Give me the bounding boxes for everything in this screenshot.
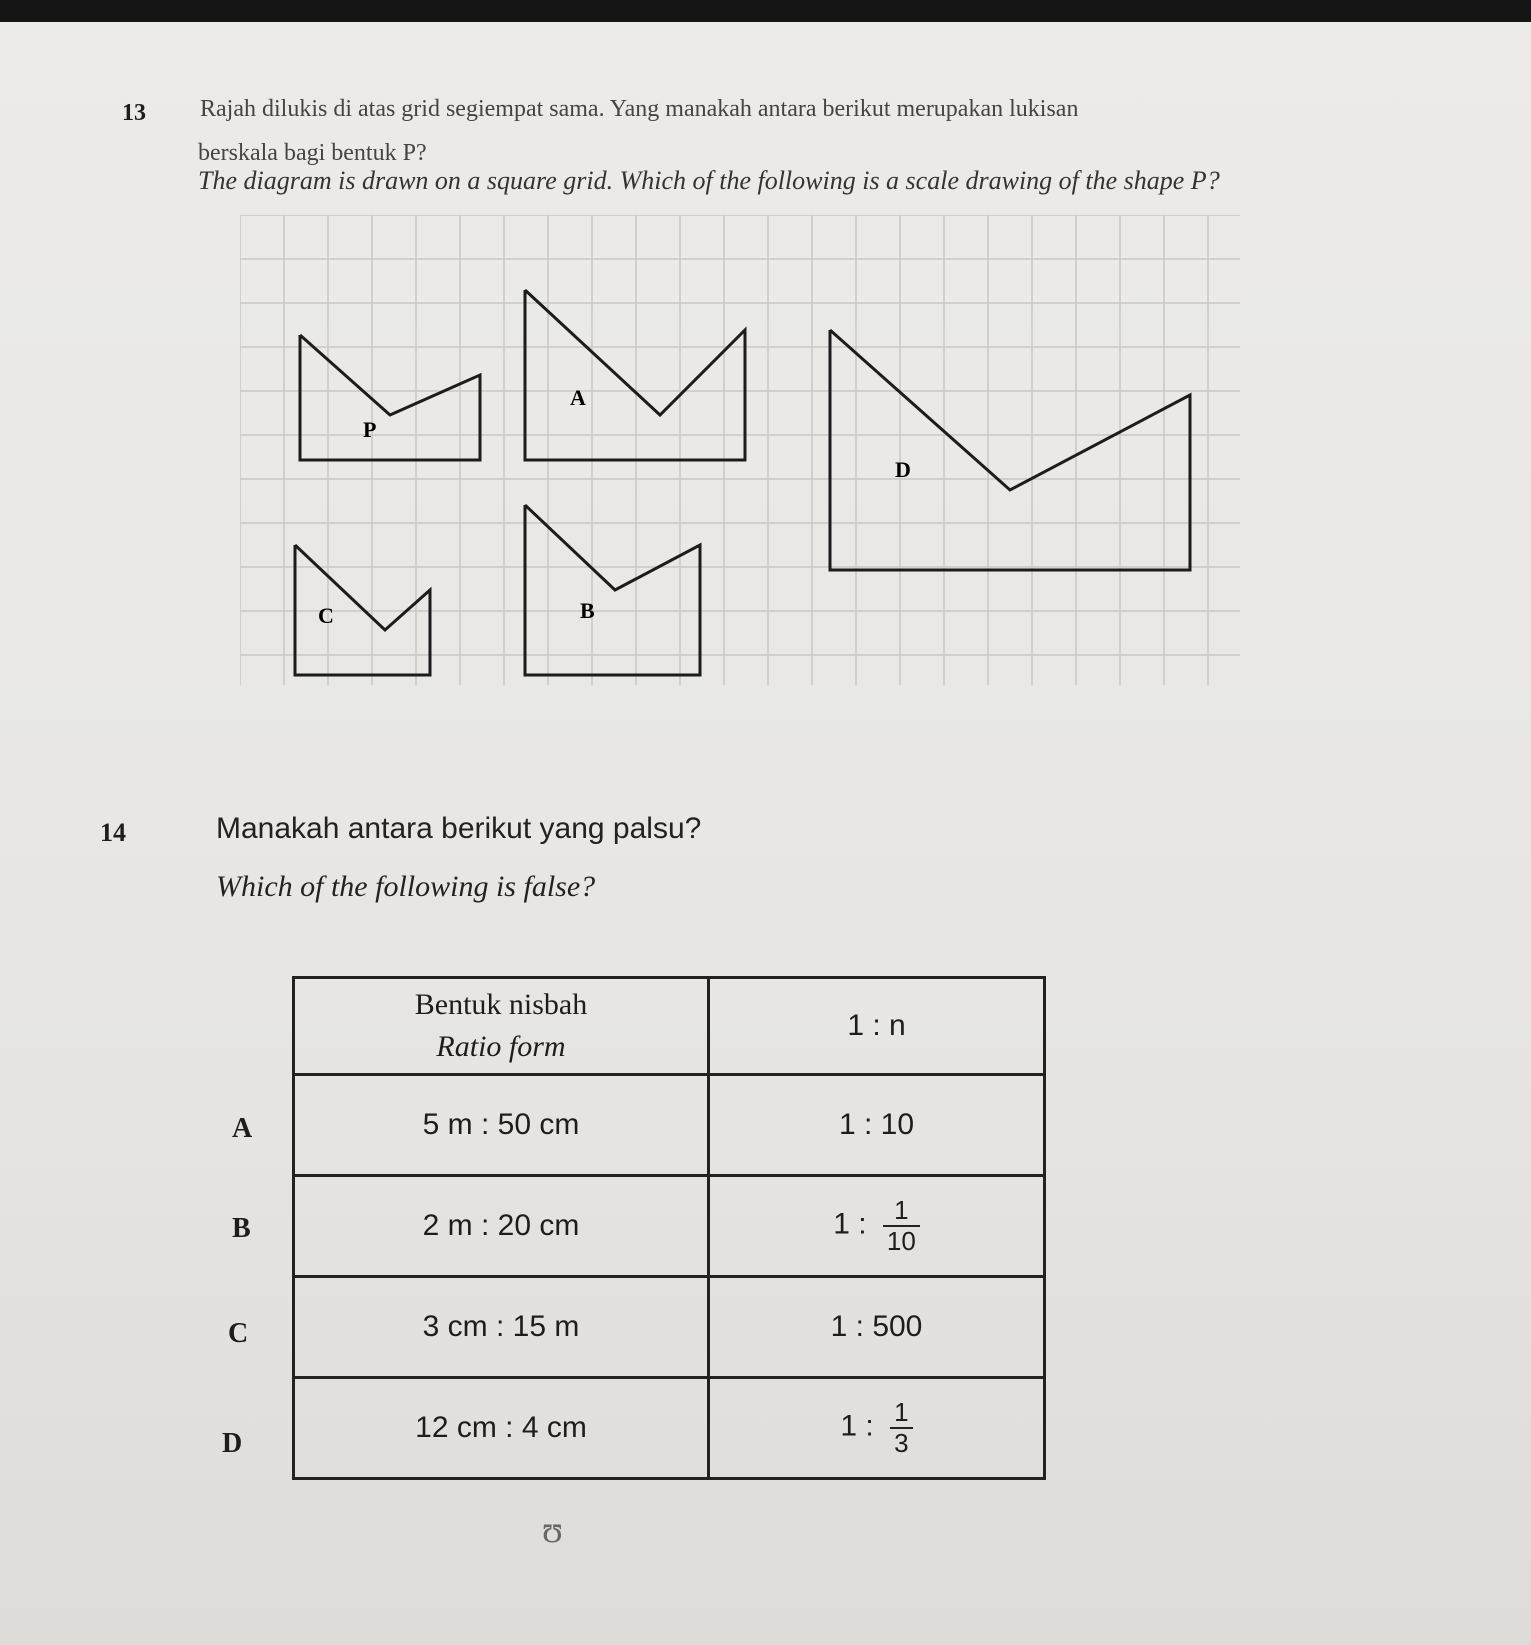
label-d: D: [895, 457, 911, 482]
table-row: [294, 1277, 1045, 1378]
pen-mark: ʊ: [542, 1509, 563, 1551]
option-b-label: B: [232, 1213, 251, 1244]
question-14-text-malay: Manakah antara berikut yang palsu?: [216, 812, 702, 845]
question-13-text-malay-line1: Rajah dilukis di atas grid segiempat sama. Yang manakah antara berikut merupakan lukisan: [200, 96, 1079, 122]
shape-p: [300, 335, 480, 460]
label-c: C: [318, 603, 334, 628]
ratio-table: [292, 976, 1046, 1480]
question-13-text-english: The diagram is drawn on a square grid. Which of the following is a scale drawing of the shape P?: [198, 166, 1220, 195]
row-c-answer: 1 : 500: [709, 1277, 1045, 1378]
header-ratio-form-malay: Bentuk nisbah: [414, 988, 588, 1021]
row-d-fraction: [890, 1398, 912, 1457]
row-d-fraction-numerator: 1: [890, 1398, 912, 1429]
row-d-fraction-denominator: 3: [894, 1428, 909, 1458]
shape-d: [830, 330, 1190, 570]
header-ratio-form: [294, 978, 709, 1075]
question-14-number: 14: [100, 818, 126, 847]
table-row: [294, 1378, 1045, 1479]
option-d-label: D: [222, 1428, 243, 1459]
square-grid-diagram: [240, 215, 1290, 695]
header-ratio-form-english: Ratio form: [436, 1030, 566, 1063]
question-13-text-malay-line2: berskala bagi bentuk P?: [198, 140, 427, 166]
option-c-label: C: [228, 1318, 249, 1349]
row-b-answer: [709, 1176, 1045, 1277]
row-d-ratio: 12 cm : 4 cm: [294, 1378, 709, 1479]
table-header-row: [294, 978, 1045, 1075]
row-c-ratio: 3 cm : 15 m: [294, 1277, 709, 1378]
row-d-answer: [709, 1378, 1045, 1479]
question-14-text-english: Which of the following is false?: [216, 870, 596, 903]
label-a: A: [570, 385, 586, 410]
option-a-label: A: [232, 1113, 253, 1144]
row-b-fraction-numerator: 1: [883, 1196, 920, 1227]
shape-b: [525, 505, 700, 675]
grid-lines: [240, 215, 1240, 685]
header-one-to-n: 1 : n: [709, 978, 1045, 1075]
row-b-answer-prefix: 1 :: [833, 1207, 867, 1241]
row-b-ratio: 2 m : 20 cm: [294, 1176, 709, 1277]
label-b: B: [580, 598, 595, 623]
row-d-answer-prefix: 1 :: [840, 1409, 874, 1443]
row-b-fraction: [883, 1196, 920, 1255]
table-row: [294, 1075, 1045, 1176]
row-a-ratio: 5 m : 50 cm: [294, 1075, 709, 1176]
row-a-answer: 1 : 10: [709, 1075, 1045, 1176]
label-p: P: [363, 417, 377, 442]
table-row: [294, 1176, 1045, 1277]
question-13-number: 13: [122, 100, 146, 126]
row-b-fraction-denominator: 10: [886, 1226, 916, 1256]
